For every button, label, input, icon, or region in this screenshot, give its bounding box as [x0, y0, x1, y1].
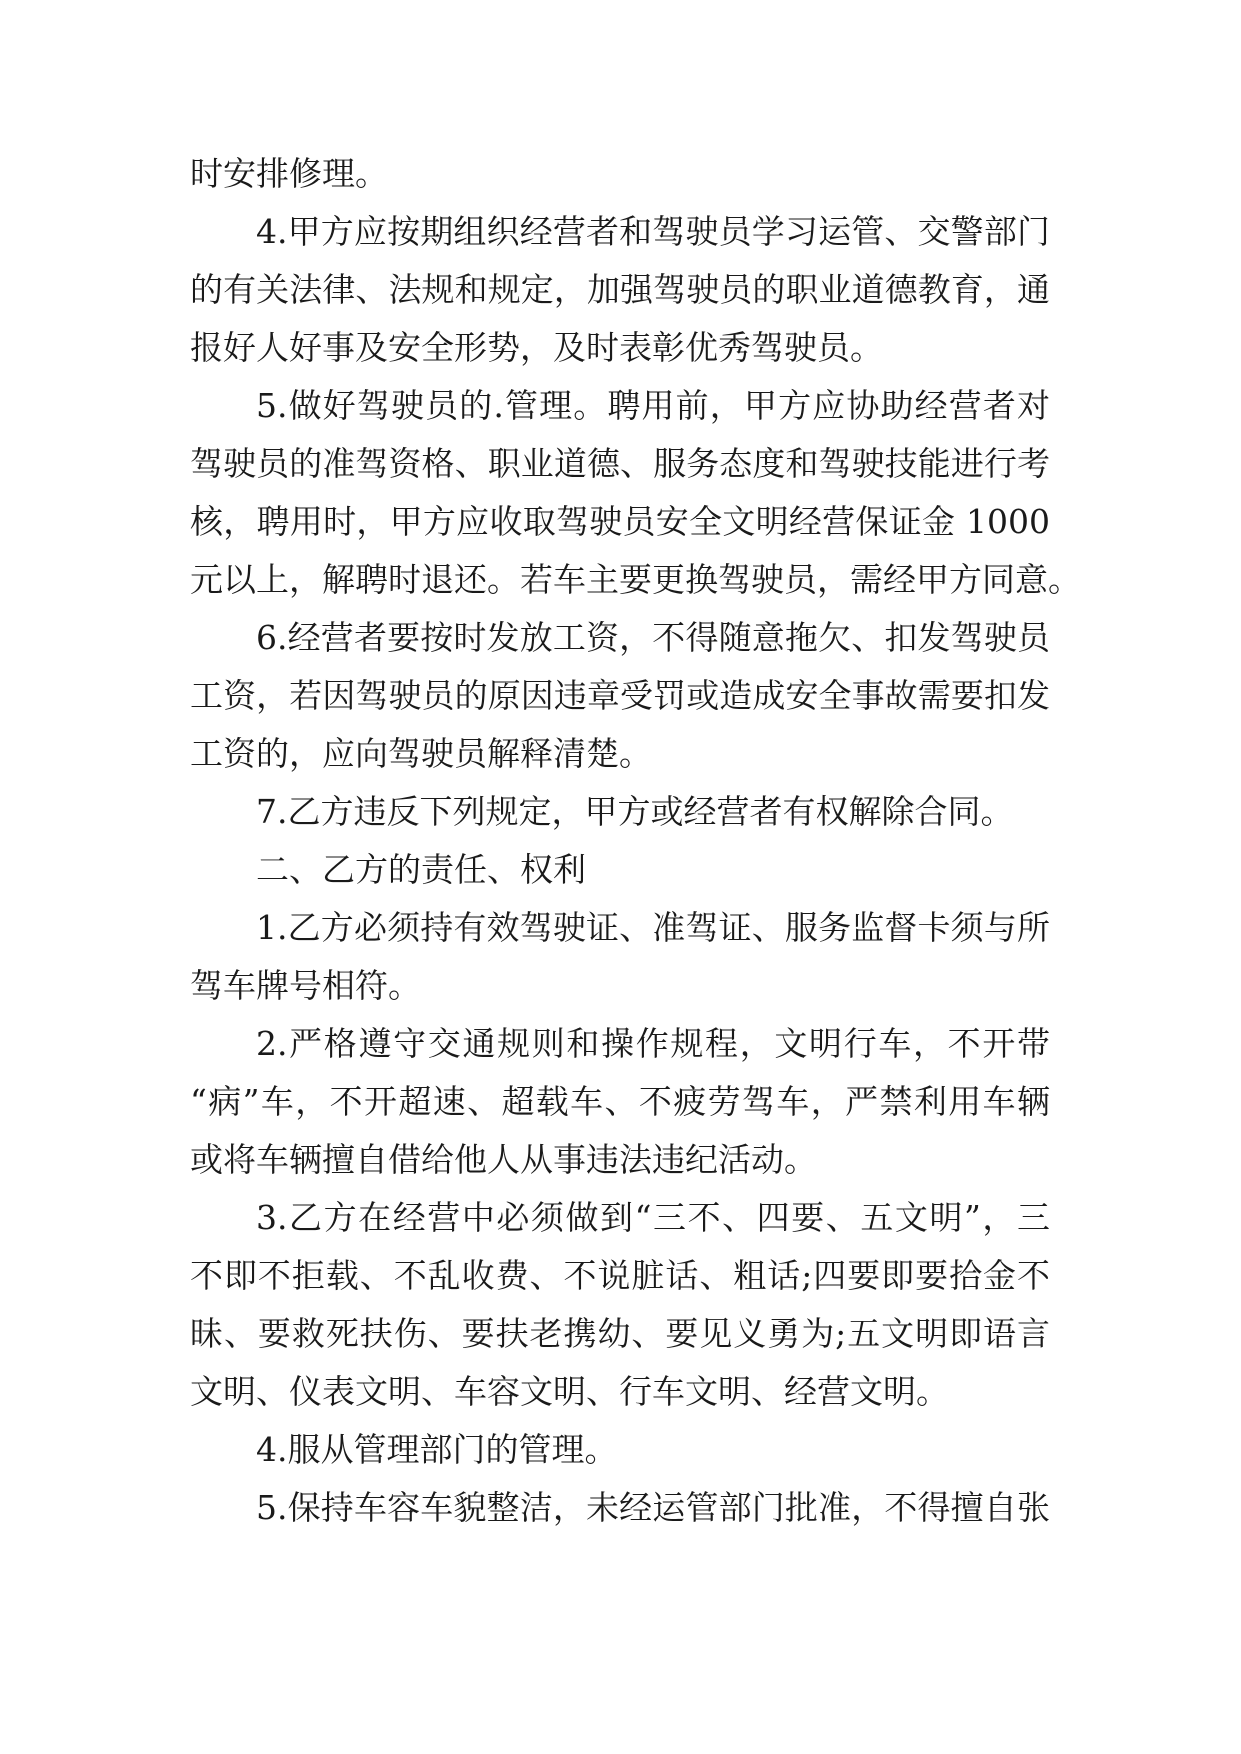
text-line: 2.严格遵守交通规则和操作规程，文明行车，不开带 — [256, 1024, 1050, 1063]
text-line: 4.甲方应按期组织经营者和驾驶员学习运管、交警部门 — [256, 212, 1050, 251]
text-line: 昧、要救死扶伤、要扶老携幼、要见义勇为;五文明即语言 — [190, 1314, 1050, 1353]
text-line: 文明、仪表文明、车容文明、行车文明、经营文明。 — [190, 1372, 949, 1411]
text-line: 工资，若因驾驶员的原因违章受罚或造成安全事故需要扣发 — [190, 676, 1050, 715]
text-line: 时安排修理。 — [190, 154, 388, 193]
text-line: 3.乙方在经营中必须做到“三不、四要、五文明”，三 — [256, 1198, 1050, 1237]
text-line: 6.经营者要按时发放工资，不得随意拖欠、扣发驾驶员 — [256, 618, 1050, 657]
text-line: 驾车牌号相符。 — [190, 966, 421, 1005]
text-line: 4.服从管理部门的管理。 — [256, 1430, 618, 1469]
text-line: 1.乙方必须持有效驾驶证、准驾证、服务监督卡须与所 — [256, 908, 1050, 947]
section-heading: 二、乙方的责任、权利 — [256, 850, 586, 889]
text-line: 5.做好驾驶员的.管理。聘用前，甲方应协助经营者对 — [256, 386, 1050, 425]
text-line: 核，聘用时，甲方应收取驾驶员安全文明经营保证金 1000 — [190, 502, 1050, 541]
text-line: “病”车，不开超速、超载车、不疲劳驾车，严禁利用车辆 — [190, 1082, 1050, 1121]
text-line: 7.乙方违反下列规定，甲方或经营者有权解除合同。 — [256, 792, 1014, 831]
text-line: 工资的，应向驾驶员解释清楚。 — [190, 734, 652, 773]
text-line: 不即不拒载、不乱收费、不说脏话、粗话;四要即要拾金不 — [190, 1256, 1050, 1295]
text-line: 或将车辆擅自借给他人从事违法违纪活动。 — [190, 1140, 817, 1179]
text-line: 的有关法律、法规和规定，加强驾驶员的职业道德教育，通 — [190, 270, 1050, 309]
text-line: 元以上，解聘时退还。若车主要更换驾驶员，需经甲方同意。 — [190, 560, 1081, 599]
text-line: 驾驶员的准驾资格、职业道德、服务态度和驾驶技能进行考 — [190, 444, 1050, 483]
text-line: 报好人好事及安全形势，及时表彰优秀驾驶员。 — [190, 328, 883, 367]
text-line: 5.保持车容车貌整洁，未经运管部门批准，不得擅自张 — [256, 1488, 1050, 1527]
